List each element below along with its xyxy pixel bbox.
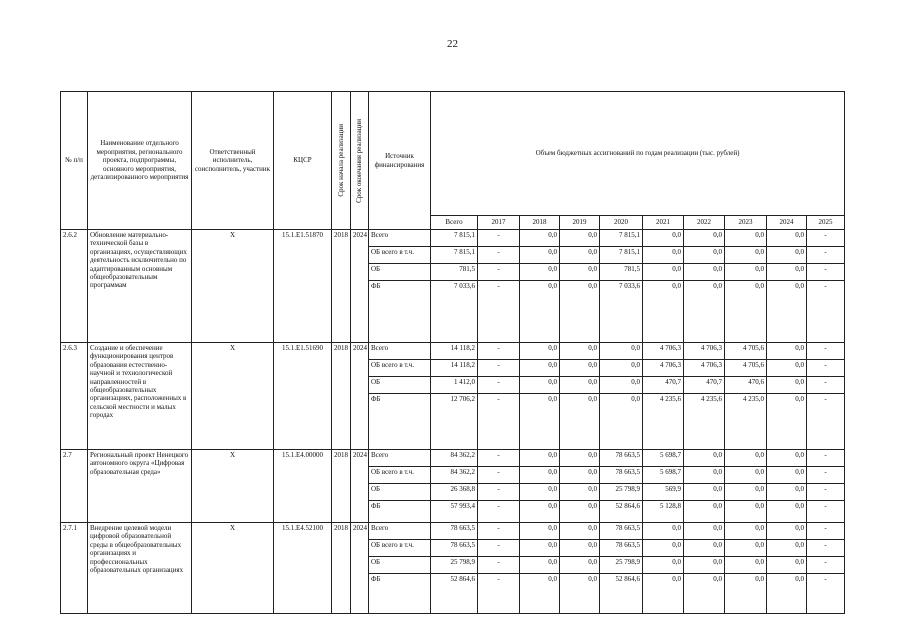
row-source: ОБ bbox=[369, 264, 431, 281]
row-value: 7 815,1 bbox=[600, 247, 643, 264]
row-value: 0,0 bbox=[600, 343, 643, 360]
header-executor: Ответственный исполнитель, соисполнитель, участник bbox=[192, 92, 274, 230]
row-value: 0,0 bbox=[725, 574, 767, 614]
row-value: 0,0 bbox=[600, 360, 643, 377]
row-value: 0,0 bbox=[643, 574, 684, 614]
row-value: 0,0 bbox=[767, 264, 807, 281]
row-value: 0,0 bbox=[767, 230, 807, 247]
row-value: 0,0 bbox=[520, 281, 560, 343]
row-value: 0,0 bbox=[767, 557, 807, 574]
row-value: - bbox=[478, 264, 520, 281]
row-value: - bbox=[478, 450, 520, 467]
row-source: Всего bbox=[369, 450, 431, 467]
row-value: 0,0 bbox=[560, 394, 600, 450]
row-value: 52 864,6 bbox=[600, 574, 643, 614]
row-executor: Х bbox=[192, 230, 274, 343]
header-year: 2023 bbox=[725, 216, 767, 230]
row-value: 57 993,4 bbox=[431, 501, 478, 523]
row-value: - bbox=[478, 343, 520, 360]
header-year: 2017 bbox=[478, 216, 520, 230]
row-value: 7 033,6 bbox=[431, 281, 478, 343]
row-value: 5 698,7 bbox=[643, 450, 684, 467]
row-value: - bbox=[478, 377, 520, 394]
row-value: 78 663,5 bbox=[600, 450, 643, 467]
header-year: 2021 bbox=[643, 216, 684, 230]
row-value: 470,7 bbox=[684, 377, 725, 394]
row-value: 0,0 bbox=[767, 450, 807, 467]
row-value: 7 815,1 bbox=[600, 230, 643, 247]
row-value: - bbox=[807, 450, 845, 467]
row-value: 0,0 bbox=[560, 450, 600, 467]
row-num: 2.6.2 bbox=[61, 230, 88, 343]
row-kcsr: 15.1.Е4.00000 bbox=[274, 450, 332, 523]
row-value: - bbox=[807, 264, 845, 281]
row-value: - bbox=[807, 281, 845, 343]
row-value: 0,0 bbox=[684, 574, 725, 614]
row-value: - bbox=[478, 540, 520, 557]
row-kcsr: 15.1.Е1.51870 bbox=[274, 230, 332, 343]
row-value: 0,0 bbox=[767, 343, 807, 360]
row-start: 2018 bbox=[332, 230, 351, 343]
header-num: № п/п bbox=[61, 92, 88, 230]
row-value: 0,0 bbox=[767, 377, 807, 394]
row-value: 0,0 bbox=[725, 230, 767, 247]
row-value: 0,0 bbox=[684, 450, 725, 467]
row-value: 0,0 bbox=[520, 557, 560, 574]
row-num: 2.7 bbox=[61, 450, 88, 523]
row-value: - bbox=[807, 523, 845, 540]
row-value: - bbox=[478, 501, 520, 523]
row-value: - bbox=[807, 467, 845, 484]
row-value: 0,0 bbox=[643, 247, 684, 264]
row-value: 0,0 bbox=[725, 557, 767, 574]
row-value: - bbox=[807, 360, 845, 377]
row-value: - bbox=[807, 343, 845, 360]
row-value: 0,0 bbox=[520, 230, 560, 247]
row-value: 0,0 bbox=[560, 343, 600, 360]
row-value: 0,0 bbox=[684, 557, 725, 574]
row-value: 470,6 bbox=[725, 377, 767, 394]
row-value: 0,0 bbox=[520, 501, 560, 523]
row-value: 0,0 bbox=[725, 484, 767, 501]
row-value: 4 705,6 bbox=[725, 360, 767, 377]
row-value: 0,0 bbox=[684, 484, 725, 501]
row-value: 4 706,3 bbox=[643, 343, 684, 360]
row-value: 781,5 bbox=[600, 264, 643, 281]
row-value: 25 798,9 bbox=[600, 484, 643, 501]
row-value: 0,0 bbox=[560, 377, 600, 394]
row-source: ОБ всего в т.ч. bbox=[369, 467, 431, 484]
row-value: 25 798,9 bbox=[600, 557, 643, 574]
row-value: 0,0 bbox=[520, 574, 560, 614]
header-year: 2022 bbox=[684, 216, 725, 230]
row-kcsr: 15.1.Е1.51690 bbox=[274, 343, 332, 450]
table-row bbox=[61, 450, 845, 467]
header-start-label: Срок начала реализации bbox=[336, 124, 345, 197]
row-value: 0,0 bbox=[767, 484, 807, 501]
row-name: Внедрение целевой модели цифровой образовательной среды в общеобразовательных организациях и профессиональных образовательных организациях bbox=[88, 523, 192, 614]
row-value: 0,0 bbox=[600, 377, 643, 394]
row-value: 569,9 bbox=[643, 484, 684, 501]
row-executor: Х bbox=[192, 523, 274, 614]
row-value: 7 033,6 bbox=[600, 281, 643, 343]
row-source: Всего bbox=[369, 230, 431, 247]
row-value: 0,0 bbox=[520, 264, 560, 281]
row-source: ФБ bbox=[369, 394, 431, 450]
row-end: 2024 bbox=[351, 450, 369, 523]
row-value: 78 663,5 bbox=[431, 523, 478, 540]
row-value: 0,0 bbox=[725, 281, 767, 343]
row-value: 4 235,6 bbox=[684, 394, 725, 450]
row-source: ФБ bbox=[369, 501, 431, 523]
header-year: 2019 bbox=[560, 216, 600, 230]
header-end-label: Срок окончания реализации bbox=[355, 118, 364, 203]
row-value: 0,0 bbox=[560, 247, 600, 264]
row-source: ОБ bbox=[369, 557, 431, 574]
row-value: 4 705,6 bbox=[725, 343, 767, 360]
row-source: ОБ bbox=[369, 484, 431, 501]
row-value: - bbox=[807, 557, 845, 574]
row-value: - bbox=[807, 484, 845, 501]
row-value: 0,0 bbox=[767, 467, 807, 484]
row-value: 0,0 bbox=[767, 247, 807, 264]
row-source: ОБ всего в т.ч. bbox=[369, 540, 431, 557]
row-value: 4 235,6 bbox=[643, 394, 684, 450]
row-value: 0,0 bbox=[560, 467, 600, 484]
row-value: 78 663,5 bbox=[600, 467, 643, 484]
header-volume: Объем бюджетных ассигнований по годам реализации (тыс. рублей) bbox=[431, 92, 845, 216]
row-value: - bbox=[478, 230, 520, 247]
page-number: 22 bbox=[447, 38, 458, 50]
table-body bbox=[61, 230, 845, 614]
budget-table bbox=[60, 91, 845, 614]
row-value: 1 412,0 bbox=[431, 377, 478, 394]
row-value: 0,0 bbox=[725, 467, 767, 484]
row-source: ОБ всего в т.ч. bbox=[369, 247, 431, 264]
row-value: 4 706,3 bbox=[684, 343, 725, 360]
row-value: - bbox=[478, 394, 520, 450]
row-value: 0,0 bbox=[725, 501, 767, 523]
row-value: 52 864,6 bbox=[431, 574, 478, 614]
row-value: 78 663,5 bbox=[600, 523, 643, 540]
header-start bbox=[332, 92, 351, 230]
row-value: 0,0 bbox=[520, 247, 560, 264]
row-value: 0,0 bbox=[684, 501, 725, 523]
row-value: 0,0 bbox=[560, 557, 600, 574]
row-value: 0,0 bbox=[520, 394, 560, 450]
row-value: 0,0 bbox=[643, 230, 684, 247]
row-value: 470,7 bbox=[643, 377, 684, 394]
row-source: Всего bbox=[369, 523, 431, 540]
row-value: 0,0 bbox=[684, 264, 725, 281]
row-value: 0,0 bbox=[560, 574, 600, 614]
row-value: 0,0 bbox=[767, 501, 807, 523]
header-source: Источник финансирования bbox=[369, 92, 431, 230]
row-value: 0,0 bbox=[767, 394, 807, 450]
row-value: - bbox=[478, 484, 520, 501]
row-name: Обновление материально-технической базы в организациях, осуществляющих деятельность исключительно по адаптированным основным общеобразовательным программам bbox=[88, 230, 192, 343]
row-value: 0,0 bbox=[684, 523, 725, 540]
header-year: Всего bbox=[431, 216, 478, 230]
row-value: 781,5 bbox=[431, 264, 478, 281]
row-value: - bbox=[807, 501, 845, 523]
row-value: 0,0 bbox=[725, 523, 767, 540]
row-value: 0,0 bbox=[520, 360, 560, 377]
row-value: 78 663,5 bbox=[600, 540, 643, 557]
row-value: 0,0 bbox=[684, 230, 725, 247]
header-kcsr: КЦСР bbox=[274, 92, 332, 230]
row-value: 0,0 bbox=[767, 360, 807, 377]
row-start: 2018 bbox=[332, 523, 351, 614]
row-value: 84 362,2 bbox=[431, 450, 478, 467]
table-row bbox=[61, 523, 845, 540]
row-value: 0,0 bbox=[684, 540, 725, 557]
row-value: 0,0 bbox=[643, 523, 684, 540]
row-value: - bbox=[478, 281, 520, 343]
row-source: ФБ bbox=[369, 281, 431, 343]
row-kcsr: 15.1.Е4.52100 bbox=[274, 523, 332, 614]
row-value: 0,0 bbox=[560, 523, 600, 540]
row-value: 0,0 bbox=[560, 540, 600, 557]
row-value: 0,0 bbox=[725, 450, 767, 467]
row-value: 0,0 bbox=[560, 264, 600, 281]
row-end: 2024 bbox=[351, 523, 369, 614]
header-end bbox=[351, 92, 369, 230]
header-year: 2025 bbox=[807, 216, 845, 230]
row-value: 0,0 bbox=[767, 540, 807, 557]
row-value: - bbox=[807, 377, 845, 394]
row-value: 0,0 bbox=[767, 523, 807, 540]
row-value: 0,0 bbox=[643, 557, 684, 574]
row-value: 4 706,3 bbox=[684, 360, 725, 377]
row-value: 0,0 bbox=[560, 484, 600, 501]
row-value: 0,0 bbox=[643, 281, 684, 343]
row-value: 0,0 bbox=[520, 450, 560, 467]
row-value: 0,0 bbox=[520, 523, 560, 540]
row-executor: Х bbox=[192, 450, 274, 523]
row-value: 78 663,5 bbox=[431, 540, 478, 557]
row-value: 0,0 bbox=[725, 264, 767, 281]
row-value: - bbox=[807, 230, 845, 247]
row-value: 0,0 bbox=[643, 264, 684, 281]
row-value: 0,0 bbox=[520, 484, 560, 501]
row-executor: Х bbox=[192, 343, 274, 450]
row-value: 0,0 bbox=[560, 501, 600, 523]
table-row bbox=[61, 343, 845, 360]
row-value: 84 362,2 bbox=[431, 467, 478, 484]
row-value: - bbox=[478, 557, 520, 574]
row-end: 2024 bbox=[351, 230, 369, 343]
row-source: ОБ bbox=[369, 377, 431, 394]
row-value: 4 706,3 bbox=[643, 360, 684, 377]
row-source: Всего bbox=[369, 343, 431, 360]
row-value: 0,0 bbox=[684, 281, 725, 343]
row-name: Создание и обеспечение функционирования центров образования естественно-научной и технологической направленностей в общеобразовательных организациях, расположенных в сельской местности и малых городах bbox=[88, 343, 192, 450]
row-value: 14 118,2 bbox=[431, 360, 478, 377]
row-value: 52 864,6 bbox=[600, 501, 643, 523]
row-value: 25 798,9 bbox=[431, 557, 478, 574]
row-value: 4 235,0 bbox=[725, 394, 767, 450]
header-year: 2020 bbox=[600, 216, 643, 230]
row-value: 0,0 bbox=[520, 343, 560, 360]
row-num: 2.7.1 bbox=[61, 523, 88, 614]
table-row bbox=[61, 230, 845, 247]
row-source: ОБ всего в т.ч. bbox=[369, 360, 431, 377]
row-value: 0,0 bbox=[560, 230, 600, 247]
row-value: - bbox=[478, 467, 520, 484]
row-value: 0,0 bbox=[767, 574, 807, 614]
row-value: - bbox=[478, 360, 520, 377]
row-value: 0,0 bbox=[684, 467, 725, 484]
row-value: 0,0 bbox=[560, 281, 600, 343]
row-end: 2024 bbox=[351, 343, 369, 450]
row-value: 0,0 bbox=[684, 247, 725, 264]
row-value: 26 368,8 bbox=[431, 484, 478, 501]
row-value: 7 815,1 bbox=[431, 247, 478, 264]
table-header bbox=[61, 92, 845, 230]
row-value: 0,0 bbox=[520, 377, 560, 394]
header-year: 2018 bbox=[520, 216, 560, 230]
row-value: - bbox=[807, 574, 845, 614]
row-value: 12 706,2 bbox=[431, 394, 478, 450]
row-name: Региональный проект Ненецкого автономного округа «Цифровая образовательная среда» bbox=[88, 450, 192, 523]
row-start: 2018 bbox=[332, 343, 351, 450]
row-value: - bbox=[478, 574, 520, 614]
row-value: 0,0 bbox=[767, 281, 807, 343]
row-value: 14 118,2 bbox=[431, 343, 478, 360]
row-value: 0,0 bbox=[520, 467, 560, 484]
row-start: 2018 bbox=[332, 450, 351, 523]
row-source: ФБ bbox=[369, 574, 431, 614]
row-value: 5 698,7 bbox=[643, 467, 684, 484]
row-value: 0,0 bbox=[600, 394, 643, 450]
row-value: 5 128,8 bbox=[643, 501, 684, 523]
row-value: 0,0 bbox=[725, 247, 767, 264]
row-value: 0,0 bbox=[520, 540, 560, 557]
row-value: - bbox=[807, 247, 845, 264]
row-value: 0,0 bbox=[725, 540, 767, 557]
row-value: - bbox=[478, 247, 520, 264]
row-value: - bbox=[807, 394, 845, 450]
row-value: 0,0 bbox=[643, 540, 684, 557]
row-num: 2.6.3 bbox=[61, 343, 88, 450]
header-year: 2024 bbox=[767, 216, 807, 230]
row-value: - bbox=[478, 523, 520, 540]
header-name: Наименование отдельного мероприятия, регионального проекта, подпрограммы, основного мероприятия, детализированного мероприятия bbox=[88, 92, 192, 230]
row-value: 7 815,1 bbox=[431, 230, 478, 247]
row-value: 0,0 bbox=[560, 360, 600, 377]
row-value: - bbox=[807, 540, 845, 557]
